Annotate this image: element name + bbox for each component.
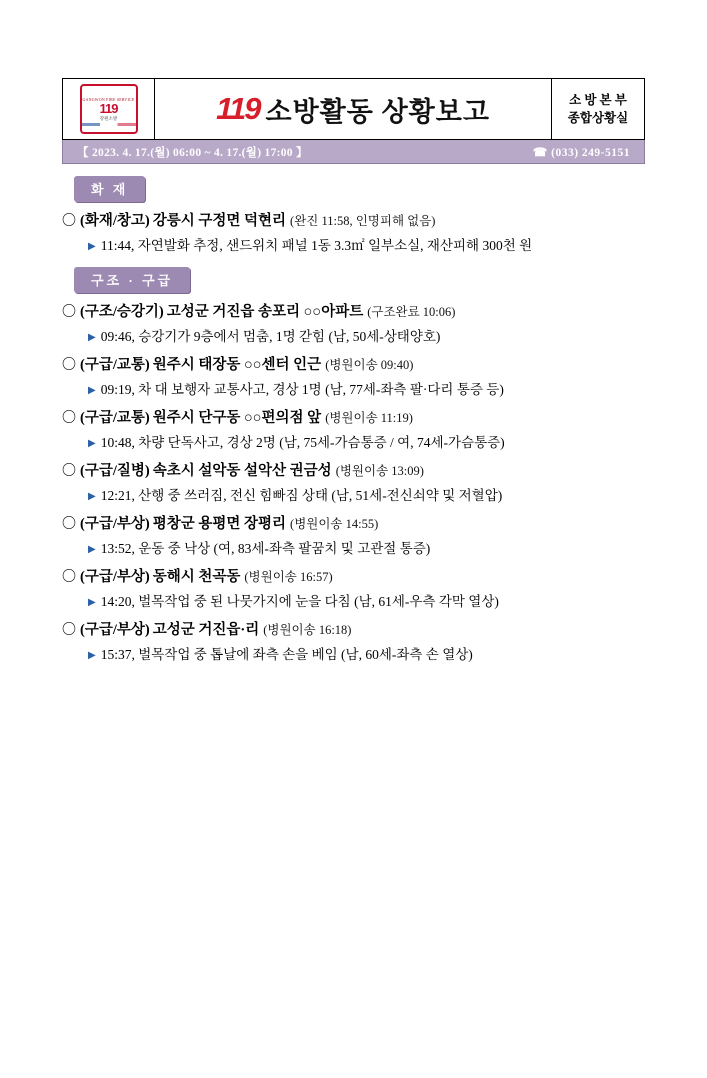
list-item xyxy=(62,352,645,404)
incident-status: (구조완료 10:06) xyxy=(367,305,456,319)
section-rescue-ems xyxy=(62,261,645,669)
incident-status: (병원이송 09:40) xyxy=(325,358,414,372)
triangle-bullet-icon: ▶ xyxy=(88,241,96,252)
phone-icon: ☎ xyxy=(532,146,548,159)
bullet-circle-icon: 〇 xyxy=(62,515,76,531)
report-header xyxy=(62,78,645,140)
incident-detail-text: 09:19, 차 대 보행자 교통사고, 경상 1명 (남, 77세-좌측 팔·다리 통증 등) xyxy=(100,382,504,397)
page-title: 소방활동 상황보고 xyxy=(265,96,490,127)
emblem-top-text: GANGWON FIRE SERVICE xyxy=(82,96,135,102)
incident-detail-text: 12:21, 산행 중 쓰러짐, 전신 힘빠짐 상태 (남, 51세-전신쇠약 및 저혈압) xyxy=(100,488,503,503)
incident-place: 원주시 단구동 ○○편의점 앞 xyxy=(152,410,322,426)
section-fire xyxy=(62,176,645,260)
report-page xyxy=(0,78,707,1078)
emblem-center-text: 119 xyxy=(99,100,118,116)
incident-status: (병원이송 13:09) xyxy=(335,464,424,478)
list-item xyxy=(62,617,645,669)
incident-category: (구급/교통) xyxy=(80,357,150,373)
incident-detail xyxy=(62,234,645,260)
incident-detail-text: 09:46, 승강기가 9층에서 멈춤, 1명 갇힘 (남, 50세-상태양호) xyxy=(100,329,441,344)
incident-heading xyxy=(62,458,645,484)
incident-detail-text: 10:48, 차량 단독사고, 경상 2명 (남, 75세-가슴통증 / 여, 74세-가슴통증) xyxy=(100,435,505,450)
incident-category: (구조/승강기) xyxy=(80,304,164,320)
triangle-bullet-icon: ▶ xyxy=(88,491,96,502)
report-period: 【 2023. 4. 17.(월) 06:00 ~ 4. 17.(월) 17:00 】 xyxy=(77,146,308,159)
incident-detail xyxy=(62,378,645,404)
incident-status: (병원이송 14:55) xyxy=(290,517,379,531)
incident-status: (병원이송 16:18) xyxy=(263,623,352,637)
incident-heading xyxy=(62,208,645,234)
incident-detail-text: 13:52, 운동 중 낙상 (여, 83세-좌측 팔꿈치 및 고관절 통증) xyxy=(100,541,431,556)
incident-detail xyxy=(62,537,645,563)
report-body xyxy=(62,164,645,669)
incident-status: (완진 11:58, 인명피해 없음) xyxy=(290,214,436,228)
contact-phone xyxy=(533,145,630,159)
incident-category: (구급/부상) xyxy=(80,622,150,638)
incident-detail-text: 14:20, 벌목작업 중 된 나뭇가지에 눈을 다침 (남, 61세-우측 각막 열상) xyxy=(100,594,499,609)
bullet-circle-icon: 〇 xyxy=(62,621,76,637)
incident-heading xyxy=(62,511,645,537)
list-item xyxy=(62,299,645,351)
incident-heading xyxy=(62,405,645,431)
office-line-1: 소 방 본 부 xyxy=(569,93,627,107)
incident-detail-text: 15:37, 벌목작업 중 톱날에 좌측 손을 베임 (남, 60세-좌측 손 열상) xyxy=(100,647,473,662)
incident-detail xyxy=(62,590,645,616)
phone-number: (033) 249-5151 xyxy=(551,146,630,159)
incident-status: (병원이송 11:19) xyxy=(325,411,413,425)
logo-119-icon: 119 xyxy=(216,91,260,126)
bullet-circle-icon: 〇 xyxy=(62,462,76,478)
incident-heading xyxy=(62,564,645,590)
list-item xyxy=(62,458,645,510)
incident-place: 동해시 천곡동 xyxy=(152,569,241,585)
incident-place: 고성군 거진읍·리 xyxy=(152,622,260,638)
bullet-circle-icon: 〇 xyxy=(62,568,76,584)
fire-service-emblem-icon xyxy=(80,84,138,134)
incident-place: 평창군 용평면 장평리 xyxy=(152,516,287,532)
list-item xyxy=(62,405,645,457)
period-band xyxy=(62,140,645,164)
bullet-circle-icon: 〇 xyxy=(62,303,76,319)
incident-category: (구급/교통) xyxy=(80,410,150,426)
bullet-circle-icon: 〇 xyxy=(62,212,76,228)
incident-place: 원주시 태장동 ○○센터 인근 xyxy=(152,357,322,373)
triangle-bullet-icon: ▶ xyxy=(88,385,96,396)
incident-detail xyxy=(62,431,645,457)
incident-category: (구급/부상) xyxy=(80,569,150,585)
incident-detail xyxy=(62,325,645,351)
incident-detail-text: 11:44, 자연발화 추정, 샌드위치 패널 1동 3.3㎡ 일부소실, 재산피해 300천 원 xyxy=(100,238,533,253)
incident-heading xyxy=(62,352,645,378)
section-title-rescue-ems: 구조 · 구급 xyxy=(74,267,190,293)
incident-category: (구급/질병) xyxy=(80,463,150,479)
list-item xyxy=(62,511,645,563)
incident-category: (화재/창고) xyxy=(80,213,150,229)
list-item xyxy=(62,208,645,260)
incident-heading xyxy=(62,617,645,643)
emblem-stripe xyxy=(82,123,136,126)
emblem-bottom-text: 강원소방 xyxy=(99,115,118,121)
bullet-circle-icon: 〇 xyxy=(62,409,76,425)
bullet-circle-icon: 〇 xyxy=(62,356,76,372)
triangle-bullet-icon: ▶ xyxy=(88,544,96,555)
incident-detail xyxy=(62,643,645,669)
agency-emblem-cell xyxy=(63,79,155,139)
issuing-office-cell xyxy=(552,79,644,139)
triangle-bullet-icon: ▶ xyxy=(88,650,96,661)
incident-category: (구급/부상) xyxy=(80,516,150,532)
list-item xyxy=(62,564,645,616)
section-title-fire: 화 재 xyxy=(74,176,145,202)
report-title-cell xyxy=(155,79,552,139)
triangle-bullet-icon: ▶ xyxy=(88,597,96,608)
incident-place: 속초시 설악동 설악산 권금성 xyxy=(152,463,332,479)
incident-heading xyxy=(62,299,645,325)
triangle-bullet-icon: ▶ xyxy=(88,332,96,343)
office-line-2: 종합상황실 xyxy=(567,111,629,125)
incident-place: 강릉시 구정면 덕현리 xyxy=(152,213,287,229)
incident-status: (병원이송 16:57) xyxy=(244,570,333,584)
triangle-bullet-icon: ▶ xyxy=(88,438,96,449)
incident-place: 고성군 거진읍 송포리 ○○아파트 xyxy=(166,304,364,320)
incident-detail xyxy=(62,484,645,510)
